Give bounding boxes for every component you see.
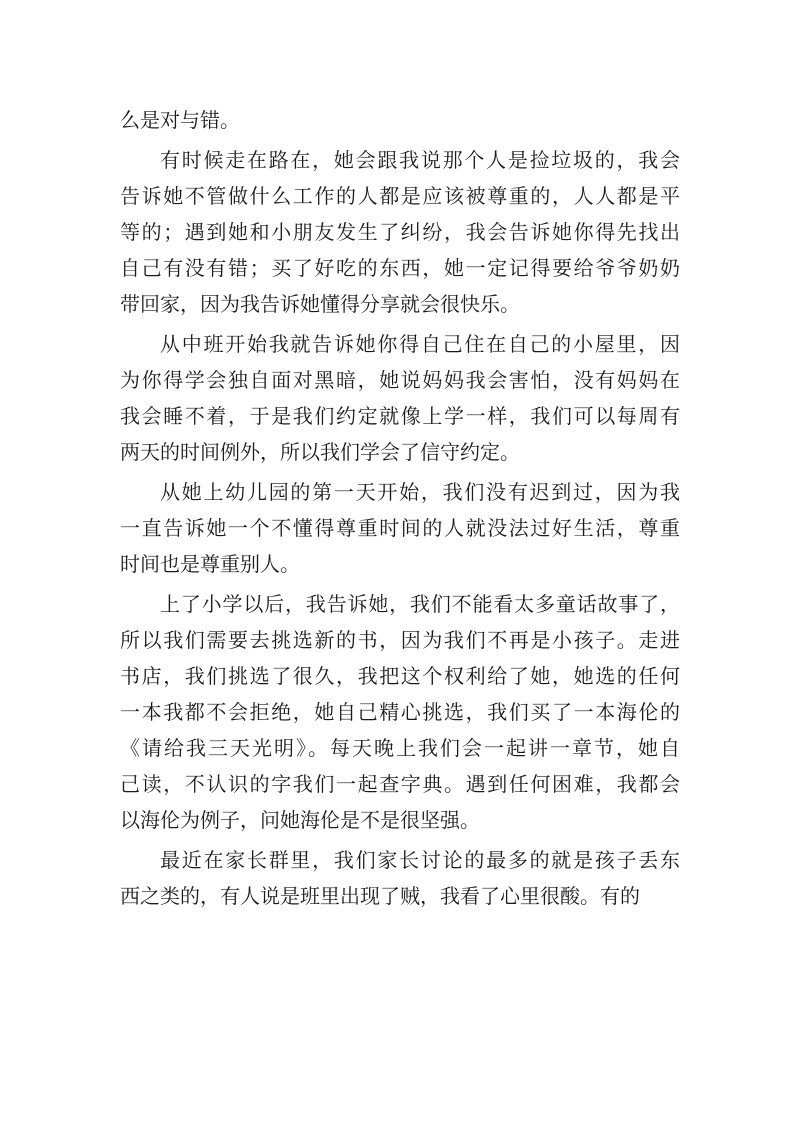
paragraph: [120, 586, 680, 838]
text-line: 从中班开始我就告诉她你得自己住在自己的小屋里，因: [160, 332, 680, 356]
text-line: 么是对与错。: [120, 108, 240, 132]
text-line: 告诉她不管做什么工作的人都是应该被尊重的，人人都是平: [120, 184, 680, 208]
text-line: 我会睡不着，于是我们约定就像上学一样，我们可以每周有: [120, 404, 680, 428]
text-line: 最近在家长群里，我们家长讨论的最多的就是孩子丢东: [160, 848, 680, 872]
paragraph: [120, 842, 680, 914]
text-line: 从她上幼儿园的第一天开始，我们没有迟到过，因为我: [160, 480, 680, 504]
text-line: 时间也是尊重别人。: [120, 552, 300, 576]
document-body: [120, 102, 680, 918]
text-line: 等的；遇到她和小朋友发生了纠纷，我会告诉她你得先找出: [120, 220, 680, 244]
text-line: 有时候走在路在，她会跟我说那个人是捡垃圾的，我会: [160, 148, 680, 172]
text-line: 西之类的，有人说是班里出现了贼，我看了心里很酸。有的: [120, 884, 640, 908]
paragraph: [120, 474, 680, 582]
text-line: 上了小学以后，我告诉她，我们不能看太多童话故事了，: [160, 592, 680, 616]
text-line: 《请给我三天光明》。每天晚上我们会一起讲一章节，她自: [120, 736, 680, 760]
text-line: 己读，不认识的字我们一起查字典。遇到任何困难，我都会: [120, 772, 680, 796]
text-line: 书店，我们挑选了很久，我把这个权利给了她，她选的任何: [120, 664, 680, 688]
text-line: 一直告诉她一个不懂得尊重时间的人就没法过好生活，尊重: [120, 516, 680, 540]
text-line: 一本我都不会拒绝，她自己精心挑选，我们买了一本海伦的: [120, 700, 680, 724]
text-line: 两天的时间例外，所以我们学会了信守约定。: [120, 440, 520, 464]
paragraph: [120, 102, 680, 138]
text-line: 带回家，因为我告诉她懂得分享就会很快乐。: [120, 292, 520, 316]
paragraph: [120, 142, 680, 322]
paragraph: [120, 326, 680, 470]
text-line: 自己有没有错；买了好吃的东西，她一定记得要给爷爷奶奶: [120, 256, 680, 280]
text-line: 所以我们需要去挑选新的书，因为我们不再是小孩子。走进: [120, 628, 680, 652]
text-line: 以海伦为例子，问她海伦是不是很坚强。: [120, 808, 480, 832]
text-line: 为你得学会独自面对黑暗，她说妈妈我会害怕，没有妈妈在: [120, 368, 680, 392]
